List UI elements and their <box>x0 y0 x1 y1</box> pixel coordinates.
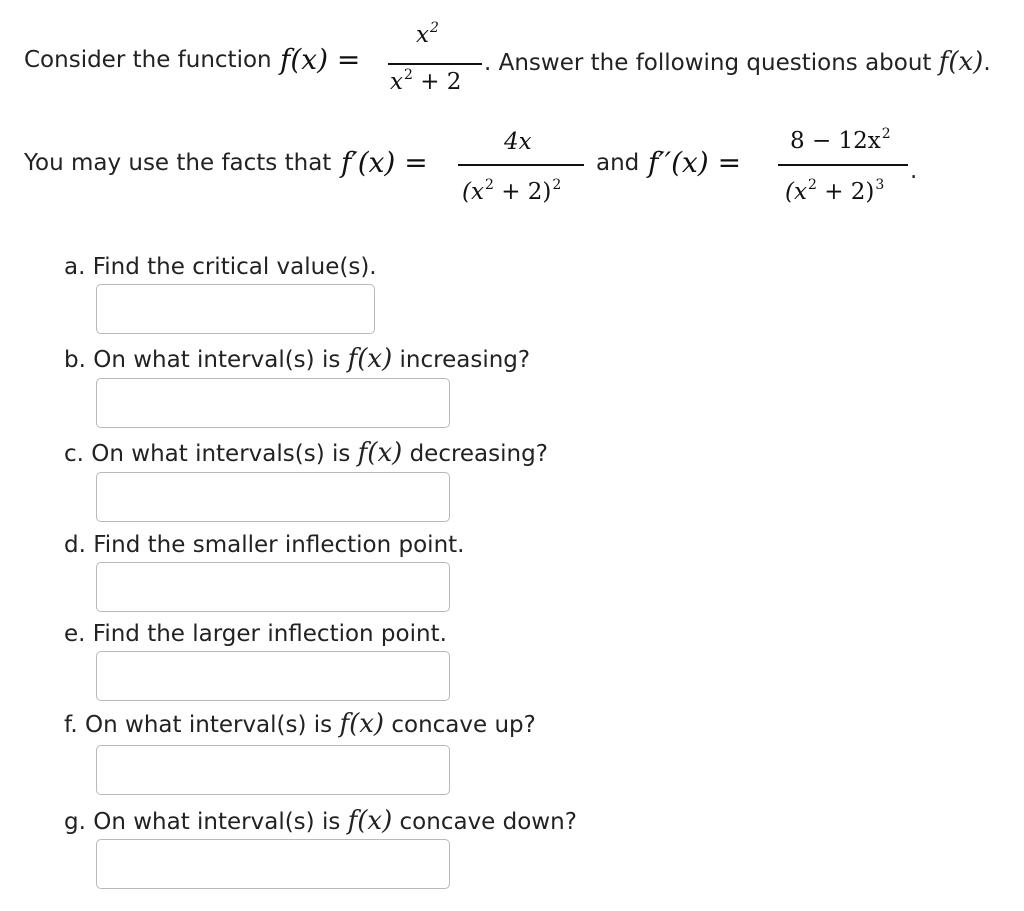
facts-end: . <box>910 158 918 184</box>
first-derivative-lhs: f′(x) = <box>341 146 428 179</box>
intro-tail: . Answer the following questions about f(x). <box>484 47 991 77</box>
question-g-label: g. On what interval(s) is f(x) concave down? <box>64 806 577 836</box>
second-derivative-lhs: f′′(x) = <box>648 146 742 179</box>
answer-e-input[interactable] <box>96 651 450 701</box>
question-a-label: a. Find the critical value(s). <box>64 254 377 280</box>
second-derivative-fraction-bar <box>778 164 908 166</box>
question-d-label: d. Find the smaller inflection point. <box>64 532 465 558</box>
question-f-label: f. On what interval(s) is f(x) concave up? <box>64 709 536 739</box>
function-fraction-bar <box>388 63 482 65</box>
question-e-label: e. Find the larger inflection point. <box>64 621 447 647</box>
answer-b-input[interactable] <box>96 378 450 428</box>
function-numerator: $x^2$ <box>416 20 439 48</box>
function-denominator: $x^2 + 2$ <box>390 67 462 95</box>
facts-lead: You may use the facts that <box>24 150 332 176</box>
first-derivative-numerator: 4x <box>504 129 532 155</box>
first-derivative-denominator: $(x^2 + 2)^2$ <box>462 177 562 205</box>
facts-and: and <box>596 150 640 176</box>
question-b-label: b. On what interval(s) is f(x) increasing? <box>64 344 531 374</box>
answer-f-input[interactable] <box>96 745 450 795</box>
first-derivative-fraction-bar <box>458 164 584 166</box>
intro-lead: Consider the function <box>24 47 272 73</box>
function-lhs: f(x) = <box>280 43 361 76</box>
answer-g-input[interactable] <box>96 839 450 889</box>
question-c-label: c. On what intervals(s) is f(x) decreasing? <box>64 438 548 468</box>
answer-a-input[interactable] <box>96 284 375 334</box>
answer-c-input[interactable] <box>96 472 450 522</box>
second-derivative-denominator: $(x^2 + 2)^3$ <box>785 177 885 205</box>
second-derivative-numerator: $8 - 12x^2$ <box>790 126 891 154</box>
answer-d-input[interactable] <box>96 562 450 612</box>
